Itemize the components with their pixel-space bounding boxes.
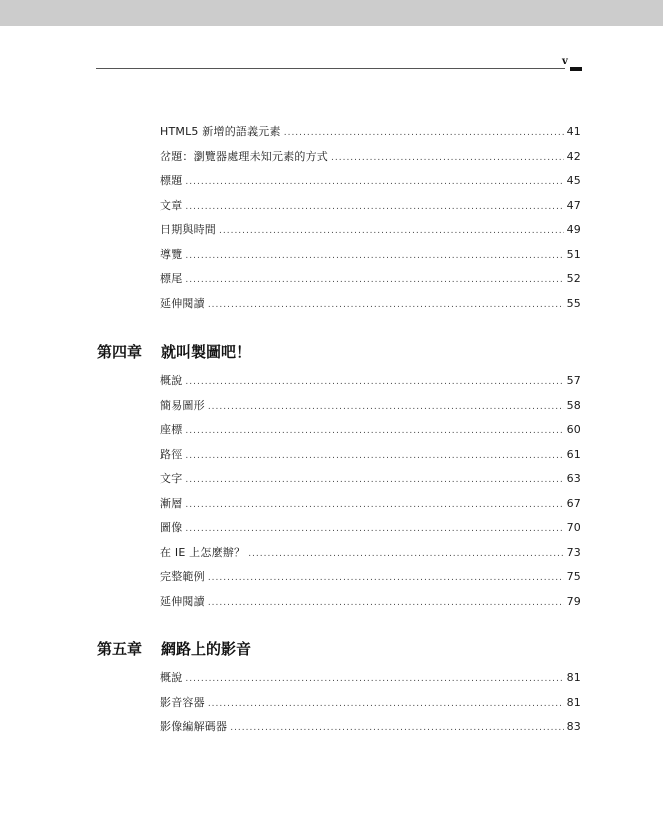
header-rule [96, 68, 565, 69]
dot-leader [185, 275, 563, 285]
entry-page: 63 [566, 472, 581, 485]
dot-leader [208, 300, 564, 310]
toc-entry[interactable] [160, 718, 581, 734]
dot-leader [185, 451, 563, 461]
dot-leader [185, 500, 563, 510]
page-folio: v [562, 56, 568, 67]
entry-label: 路徑 [160, 448, 183, 461]
dot-leader [208, 402, 564, 412]
chapter-heading[interactable] [97, 638, 251, 660]
toc-entry[interactable] [160, 470, 581, 486]
entry-page: 75 [566, 570, 581, 583]
entry-page: 70 [566, 521, 581, 534]
toc-entry[interactable] [160, 295, 581, 311]
dot-leader [185, 426, 563, 436]
chapter-title: 網路上的影音 [161, 640, 252, 658]
toc-entry[interactable] [160, 694, 581, 710]
toc-entry[interactable] [160, 669, 581, 685]
toc-entry[interactable] [160, 446, 581, 462]
toc-entry[interactable] [160, 123, 581, 139]
chapter-number: 第四章 [97, 343, 143, 361]
toc-entry[interactable] [160, 421, 581, 437]
dot-leader [185, 177, 563, 187]
dot-leader [185, 377, 563, 387]
entry-page: 83 [566, 720, 581, 733]
entry-label: 完整範例 [160, 570, 205, 583]
toc-entry[interactable] [160, 270, 581, 286]
entry-label: 岔題：瀏覽器處理未知元素的方式 [160, 150, 328, 163]
toc-entry[interactable] [160, 246, 581, 262]
entry-label: 概說 [160, 671, 183, 684]
dot-leader [331, 153, 564, 163]
entry-page: 79 [566, 595, 581, 608]
dot-leader [185, 251, 563, 261]
entry-page: 49 [566, 223, 581, 236]
entry-label: 在 IE 上怎麼辦？ [160, 546, 246, 559]
entry-page: 51 [566, 248, 581, 261]
dot-leader [208, 573, 564, 583]
entry-page: 52 [566, 272, 581, 285]
entry-label: 標題 [160, 174, 183, 187]
entry-label: 漸層 [160, 497, 183, 510]
chapter-title: 就叫製圖吧！ [161, 343, 252, 361]
entry-label: HTML5 新增的語義元素 [160, 125, 281, 138]
header-bar-marker [570, 67, 582, 71]
entry-label: 文章 [160, 199, 183, 212]
entry-page: 73 [566, 546, 581, 559]
toc-entry[interactable] [160, 197, 581, 213]
dot-leader [185, 674, 563, 684]
entry-page: 81 [566, 671, 581, 684]
top-gray-band [0, 0, 663, 26]
dot-leader [230, 723, 563, 733]
toc-entry[interactable] [160, 593, 581, 609]
entry-page: 57 [566, 374, 581, 387]
entry-page: 55 [566, 297, 581, 310]
entry-page: 45 [566, 174, 581, 187]
entry-page: 42 [566, 150, 581, 163]
dot-leader [208, 598, 564, 608]
entry-label: 延伸閱讀 [160, 297, 205, 310]
entry-label: 影音容器 [160, 696, 205, 709]
dot-leader [248, 549, 563, 559]
toc-entry[interactable] [160, 397, 581, 413]
entry-label: 文字 [160, 472, 183, 485]
entry-page: 67 [566, 497, 581, 510]
entry-label: 標尾 [160, 272, 183, 285]
toc-entry[interactable] [160, 544, 581, 560]
dot-leader [185, 202, 563, 212]
dot-leader [185, 475, 563, 485]
entry-page: 81 [566, 696, 581, 709]
toc-entry[interactable] [160, 495, 581, 511]
entry-label: 圖像 [160, 521, 183, 534]
entry-page: 41 [566, 125, 581, 138]
entry-label: 簡易圖形 [160, 399, 205, 412]
entry-page: 60 [566, 423, 581, 436]
toc-entry[interactable] [160, 221, 581, 237]
toc-entry[interactable] [160, 568, 581, 584]
entry-page: 47 [566, 199, 581, 212]
chapter-heading[interactable] [97, 341, 251, 363]
entry-label: 導覽 [160, 248, 183, 261]
entry-page: 58 [566, 399, 581, 412]
dot-leader [219, 226, 564, 236]
dot-leader [208, 699, 564, 709]
dot-leader [284, 128, 564, 138]
toc-entry[interactable] [160, 372, 581, 388]
toc-entry[interactable] [160, 519, 581, 535]
entry-label: 延伸閱讀 [160, 595, 205, 608]
entry-label: 座標 [160, 423, 183, 436]
dot-leader [185, 524, 563, 534]
chapter-number: 第五章 [97, 640, 143, 658]
entry-label: 日期與時間 [160, 223, 216, 236]
entry-label: 影像編解碼器 [160, 720, 228, 733]
toc-entry[interactable] [160, 172, 581, 188]
entry-label: 概說 [160, 374, 183, 387]
entry-page: 61 [566, 448, 581, 461]
toc-entry[interactable] [160, 148, 581, 164]
